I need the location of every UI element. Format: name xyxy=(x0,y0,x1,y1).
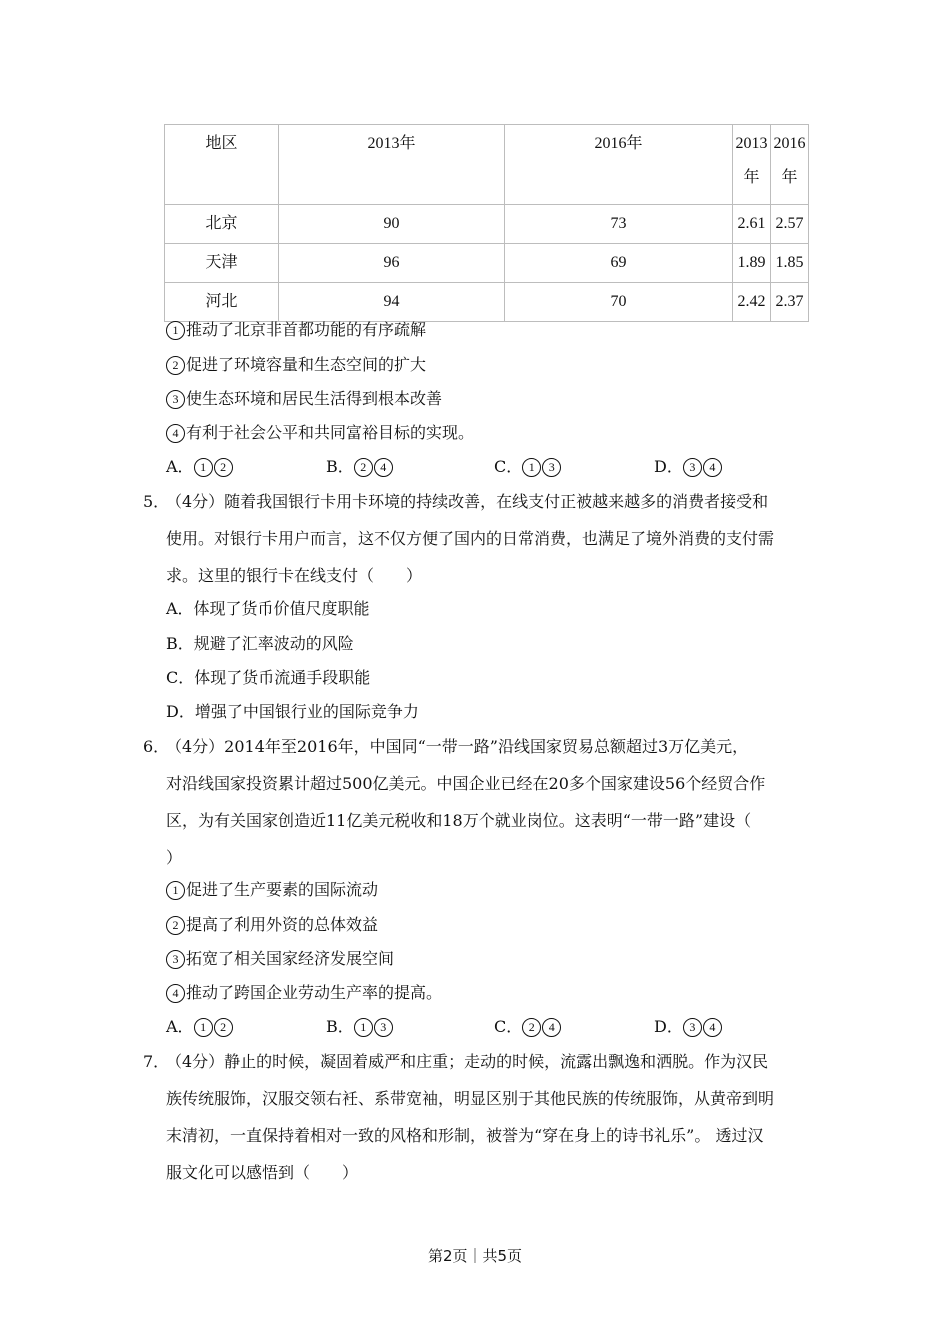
table-header-cell: 2016 年 xyxy=(771,125,809,205)
q7-number: 7． xyxy=(143,1052,170,1071)
q6-option-b[interactable] xyxy=(326,1015,394,1039)
table-cell: 90 xyxy=(279,205,505,244)
table-cell: 天津 xyxy=(165,244,279,283)
q5-choice-c[interactable]: C．体现了货币流通手段职能 xyxy=(166,668,371,687)
table-cell: 2.61 xyxy=(733,205,771,244)
statement-text: 促进了生产要素的国际流动 xyxy=(186,880,379,899)
q6-option-d[interactable] xyxy=(654,1015,723,1039)
option-label: A． xyxy=(166,1017,194,1036)
q5-choice-a[interactable]: A．体现了货币价值尺度职能 xyxy=(166,599,370,618)
q6-option-c[interactable] xyxy=(494,1015,562,1039)
circled-number: 1 xyxy=(194,458,213,477)
q5-number: 5． xyxy=(143,492,170,511)
option-label: B． xyxy=(326,457,354,476)
circled-number: 4 xyxy=(703,1018,722,1037)
circled-number: 1 xyxy=(522,458,541,477)
circled-number: 2 xyxy=(166,356,185,375)
circled-number: 1 xyxy=(166,881,185,900)
q6-statement xyxy=(166,913,378,937)
q7-stem-line: （4分）静止的时候，凝固着威严和庄重；走动的时候，流露出飘逸和洒脱。作为汉民 xyxy=(166,1052,769,1071)
circled-number: 4 xyxy=(703,458,722,477)
table-header-cell: 2013年 xyxy=(279,125,505,205)
statement-text: 提高了利用外资的总体效益 xyxy=(186,915,379,934)
circled-number: 3 xyxy=(166,950,185,969)
q6-statement xyxy=(166,981,442,1005)
circled-number: 2 xyxy=(354,458,373,477)
q6-statement xyxy=(166,947,394,971)
table-cell: 1.85 xyxy=(771,244,809,283)
q4-statement xyxy=(166,353,426,377)
q4-statement xyxy=(166,421,474,445)
q6-stem-line: （4分）2014年至2016年，中国同“一带一路”沿线国家贸易总额超过3万亿美元， xyxy=(166,737,749,756)
statement-text: 推动了北京非首都功能的有序疏解 xyxy=(186,320,427,339)
table-cell: 70 xyxy=(505,283,733,322)
option-label: B． xyxy=(326,1017,354,1036)
q6-stem-line: 对沿线国家投资累计超过500亿美元。中国企业已经在20多个国家建设56个经贸合作 xyxy=(166,774,766,793)
table-cell: 北京 xyxy=(165,205,279,244)
q6-number: 6． xyxy=(143,737,170,756)
q4-option-a[interactable] xyxy=(166,455,234,479)
table-cell: 2.42 xyxy=(733,283,771,322)
table-cell: 73 xyxy=(505,205,733,244)
data-table xyxy=(164,124,809,322)
circled-number: 4 xyxy=(166,424,185,443)
q5-stem-line: 求。这里的银行卡在线支付（ ） xyxy=(166,566,423,585)
q4-option-b[interactable] xyxy=(326,455,394,479)
table-cell: 96 xyxy=(279,244,505,283)
circled-number: 3 xyxy=(542,458,561,477)
circled-number: 4 xyxy=(542,1018,561,1037)
table-cell: 2.37 xyxy=(771,283,809,322)
circled-number: 2 xyxy=(214,458,233,477)
table-header-cell: 2013 年 xyxy=(733,125,771,205)
q5-choice-b[interactable]: B．规避了汇率波动的风险 xyxy=(166,634,354,653)
option-label: A． xyxy=(166,457,194,476)
statement-text: 使生态环境和居民生活得到根本改善 xyxy=(186,389,443,408)
table-cell: 河北 xyxy=(165,283,279,322)
q7-stem-line: 族传统服饰，汉服交领右衽、系带宽袖，明显区别于其他民族的传统服饰，从黄帝到明 xyxy=(166,1089,775,1108)
table-header-cell: 2016年 xyxy=(505,125,733,205)
statement-text: 有利于社会公平和共同富裕目标的实现。 xyxy=(186,423,475,442)
q6-statement xyxy=(166,878,378,902)
circled-number: 1 xyxy=(166,321,185,340)
q6-stem-line: ） xyxy=(166,848,183,867)
page-footer: 第2页｜共5页 xyxy=(427,1247,523,1265)
q6-option-a[interactable] xyxy=(166,1015,234,1039)
option-label: D． xyxy=(654,457,683,476)
q6-stem-line: 区，为有关国家创造近11亿美元税收和18万个就业岗位。这表明“一带一路”建设（ xyxy=(166,811,752,830)
q4-option-d[interactable] xyxy=(654,455,723,479)
statement-text: 推动了跨国企业劳动生产率的提高。 xyxy=(186,983,443,1002)
q7-stem-line: 服文化可以感悟到（ ） xyxy=(166,1163,359,1182)
circled-number: 2 xyxy=(166,916,185,935)
statement-text: 促进了环境容量和生态空间的扩大 xyxy=(186,355,427,374)
circled-number: 2 xyxy=(522,1018,541,1037)
table-header-row xyxy=(165,125,809,205)
option-label: D． xyxy=(654,1017,683,1036)
circled-number: 4 xyxy=(166,984,185,1003)
circled-number: 2 xyxy=(214,1018,233,1037)
q7-stem-line: 末清初，一直保持着相对一致的风格和形制，被誉为“穿在身上的诗书礼乐”。 透过汉 xyxy=(166,1126,764,1145)
table-cell: 94 xyxy=(279,283,505,322)
table-row xyxy=(165,283,809,322)
table-cell: 69 xyxy=(505,244,733,283)
q5-stem-line: 使用。对银行卡用户而言，这不仅方便了国内的日常消费，也满足了境外消费的支付需 xyxy=(166,529,775,548)
q4-option-c[interactable] xyxy=(494,455,562,479)
circled-number: 4 xyxy=(374,458,393,477)
table-header-cell: 地区 xyxy=(165,125,279,205)
circled-number: 1 xyxy=(194,1018,213,1037)
table-cell: 2.57 xyxy=(771,205,809,244)
q4-statement xyxy=(166,318,426,342)
circled-number: 3 xyxy=(374,1018,393,1037)
table-row xyxy=(165,205,809,244)
option-label: C． xyxy=(494,1017,523,1036)
statement-text: 拓宽了相关国家经济发展空间 xyxy=(186,949,395,968)
table-cell: 1.89 xyxy=(733,244,771,283)
circled-number: 3 xyxy=(166,390,185,409)
circled-number: 3 xyxy=(683,1018,702,1037)
option-label: C． xyxy=(494,457,523,476)
q5-stem-line: （4分）随着我国银行卡用卡环境的持续改善，在线支付正被越来越多的消费者接受和 xyxy=(166,492,769,511)
circled-number: 3 xyxy=(683,458,702,477)
table-row xyxy=(165,244,809,283)
circled-number: 1 xyxy=(354,1018,373,1037)
q4-statement xyxy=(166,387,442,411)
q5-choice-d[interactable]: D．增强了中国银行业的国际竞争力 xyxy=(166,702,419,721)
